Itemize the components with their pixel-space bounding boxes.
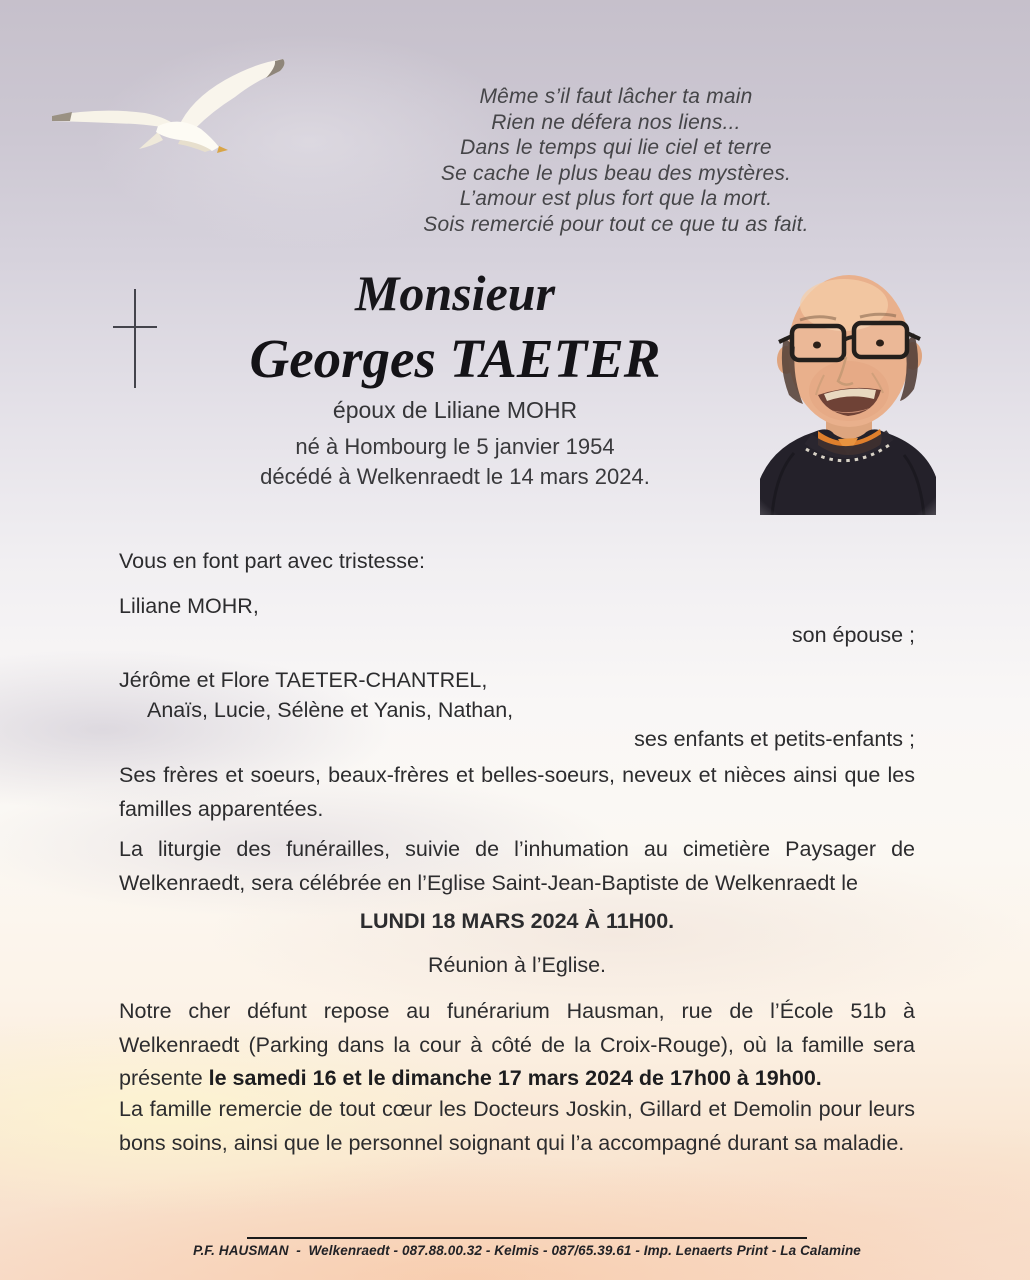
- mourner-names-children: Jérôme et Flore TAETER-CHANTREL,: [119, 668, 488, 692]
- mourner-relation-children: ses enfants et petits-enfants ;: [634, 727, 915, 751]
- viewing-text: Notre cher défunt repose au funérarium Hausman, rue de l’École 51b à Welkenraedt (Parking dans la cour à côté de la Croix-Rouge), où la famille sera présente: [119, 999, 915, 1090]
- announcement-body: [119, 0, 915, 1280]
- poem-line: Même s’il faut lâcher ta main: [479, 85, 753, 108]
- spouse-line: époux de Liliane MOHR: [332, 397, 578, 423]
- footer-funeral-home-info: P.F. HAUSMAN - Welkenraedt - 087.88.00.32 - Kelmis - 087/65.39.61 - Imp. Lenaerts Print - La Calamine: [193, 1243, 861, 1258]
- viewing-dates-bold: le samedi 16 et le dimanche 17 mars 2024 de 17h00 à 19h00.: [208, 1066, 822, 1090]
- viewing-paragraph: [119, 995, 915, 1096]
- ceremony-paragraph: La liturgie des funérailles, suivie de l’inhumation au cimetière Paysager de Welkenraedt, sera célébrée en l’Eglise Saint-Jean-Baptiste de Welkenraedt le: [119, 837, 915, 895]
- thanks-paragraph: La famille remercie de tout cœur les Docteurs Joskin, Gillard et Demolin pour leurs bons soins, ainsi que le personnel soignant qui l’a accompagné durant sa maladie.: [119, 1097, 915, 1155]
- ceremony-meeting: Réunion à l’Eglise.: [427, 953, 607, 977]
- deceased-name: Georges TAETER: [249, 328, 661, 389]
- poem-line: Dans le temps qui lie ciel et terre: [460, 136, 772, 159]
- family-line: Ses frères et soeurs, beaux-frères et belles-soeurs, neveux et nièces ainsi que les familles apparentées.: [119, 763, 915, 821]
- poem-line: L’amour est plus fort que la mort.: [459, 187, 773, 210]
- death-line: décédé à Welkenraedt le 14 mars 2024.: [260, 464, 650, 489]
- ceremony-datetime: LUNDI 18 MARS 2024 À 11H00.: [359, 909, 675, 933]
- poem-line: Se cache le plus beau des mystères.: [440, 161, 792, 185]
- footer-divider: [247, 1237, 807, 1239]
- announcement-intro: Vous en font part avec tristesse:: [119, 549, 425, 573]
- poem-line: Rien ne défera nos liens...: [491, 110, 741, 134]
- birth-line: né à Hombourg le 5 janvier 1954: [295, 434, 615, 459]
- poem-line: Sois remercié pour tout ce que tu as fait.: [423, 212, 809, 236]
- salutation-title: Monsieur: [354, 265, 556, 321]
- mourner-names-grandchildren: Anaïs, Lucie, Sélène et Yanis, Nathan,: [147, 698, 514, 722]
- mourner-relation-spouse: son épouse ;: [791, 623, 915, 647]
- mourner-names-spouse: Liliane MOHR,: [119, 594, 259, 618]
